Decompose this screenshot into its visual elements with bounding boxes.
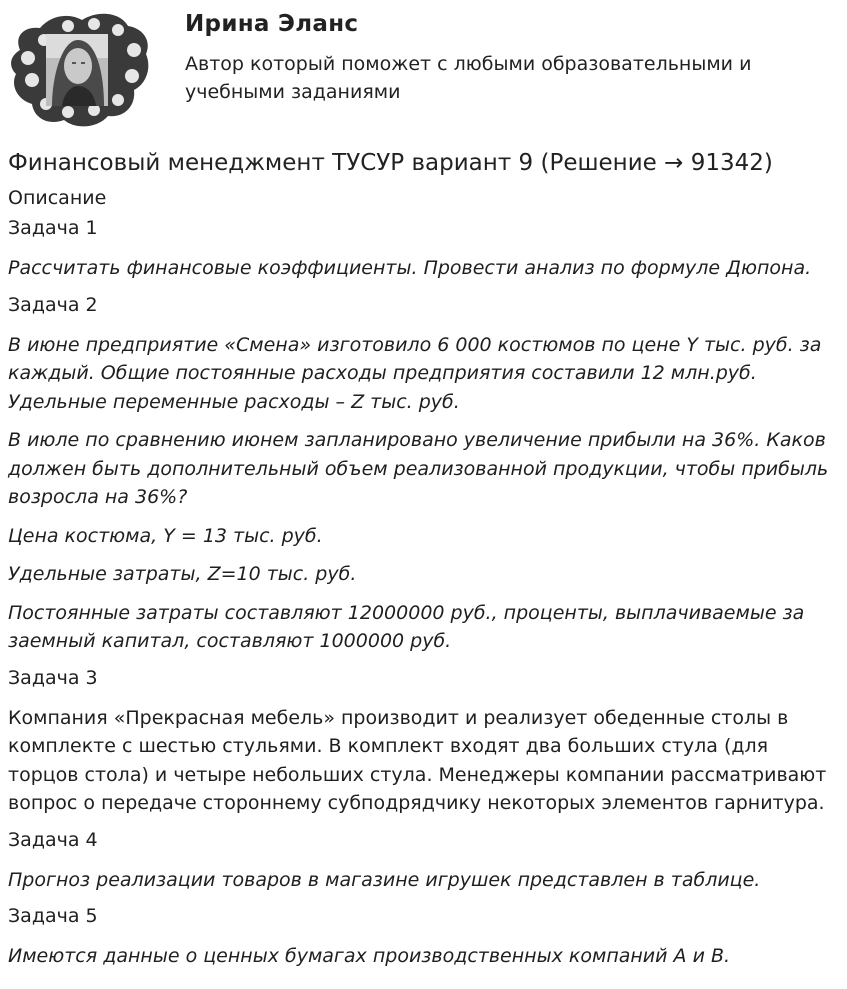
task-4-text: Прогноз реализации товаров в магазине игрушек представлен в таблице. xyxy=(8,868,761,891)
page-title: Финансовый менеджмент ТУСУР вариант 9 (Решение → 91342) xyxy=(8,150,773,176)
portrait-photo xyxy=(46,34,108,106)
task-2-heading: Задача 2 xyxy=(8,293,98,316)
description-label: Описание xyxy=(8,187,107,209)
task-2-text-5: Постоянные затраты составляют 12000000 руб., проценты, выплачиваемые за заемный капитал, составляют 1000000 руб. xyxy=(8,601,805,652)
author-avatar[interactable] xyxy=(6,6,152,128)
task-3-text: Компания «Прекрасная мебель» производит и реализует обеденные столы в комплекте с шестью стульями. В комплект входят два больших стула (для торцов стола) и четыре небольших стула. Менеджеры компании рассматривают вопрос о передаче стороннему субподрядчику некоторых элементов гарнитура. xyxy=(8,706,827,814)
author-header xyxy=(0,0,847,135)
task-5-heading: Задача 5 xyxy=(8,905,98,927)
task-2-text-4: Удельные затраты, Z=10 тыс. руб. xyxy=(8,563,357,585)
task-2-text-1: В июне предприятие «Смена» изготовило 6 000 костюмов по цене Y тыс. руб. за каждый. Общие постоянные расходы предприятия составили 12 млн.руб. Удельные переменные расходы – Z тыс. руб. xyxy=(8,333,822,413)
task-3-heading: Задача 3 xyxy=(8,666,98,689)
task-1-heading: Задача 1 xyxy=(8,217,98,239)
document-body xyxy=(8,146,838,981)
author-description: Автор который поможет с любыми образовательными и учебными заданиями xyxy=(185,53,752,103)
task-1-text: Рассчитать финансовые коэффициенты. Провести анализ по формуле Дюпона. xyxy=(8,257,812,279)
task-4-heading: Задача 4 xyxy=(8,828,98,851)
task-2-text-2: В июле по сравнению июнем запланировано увеличение прибыли на 36%. Каков должен быть дополнительный объем реализованной продукции, чтобы прибыль возросла на 36%? xyxy=(8,429,829,508)
task-2-text-3: Цена костюма, Y = 13 тыс. руб. xyxy=(8,524,323,547)
author-name[interactable]: Ирина Эланс xyxy=(185,11,359,37)
task-5-text: Имеются данные о ценных бумагах производственных компаний А и В. xyxy=(8,945,731,967)
